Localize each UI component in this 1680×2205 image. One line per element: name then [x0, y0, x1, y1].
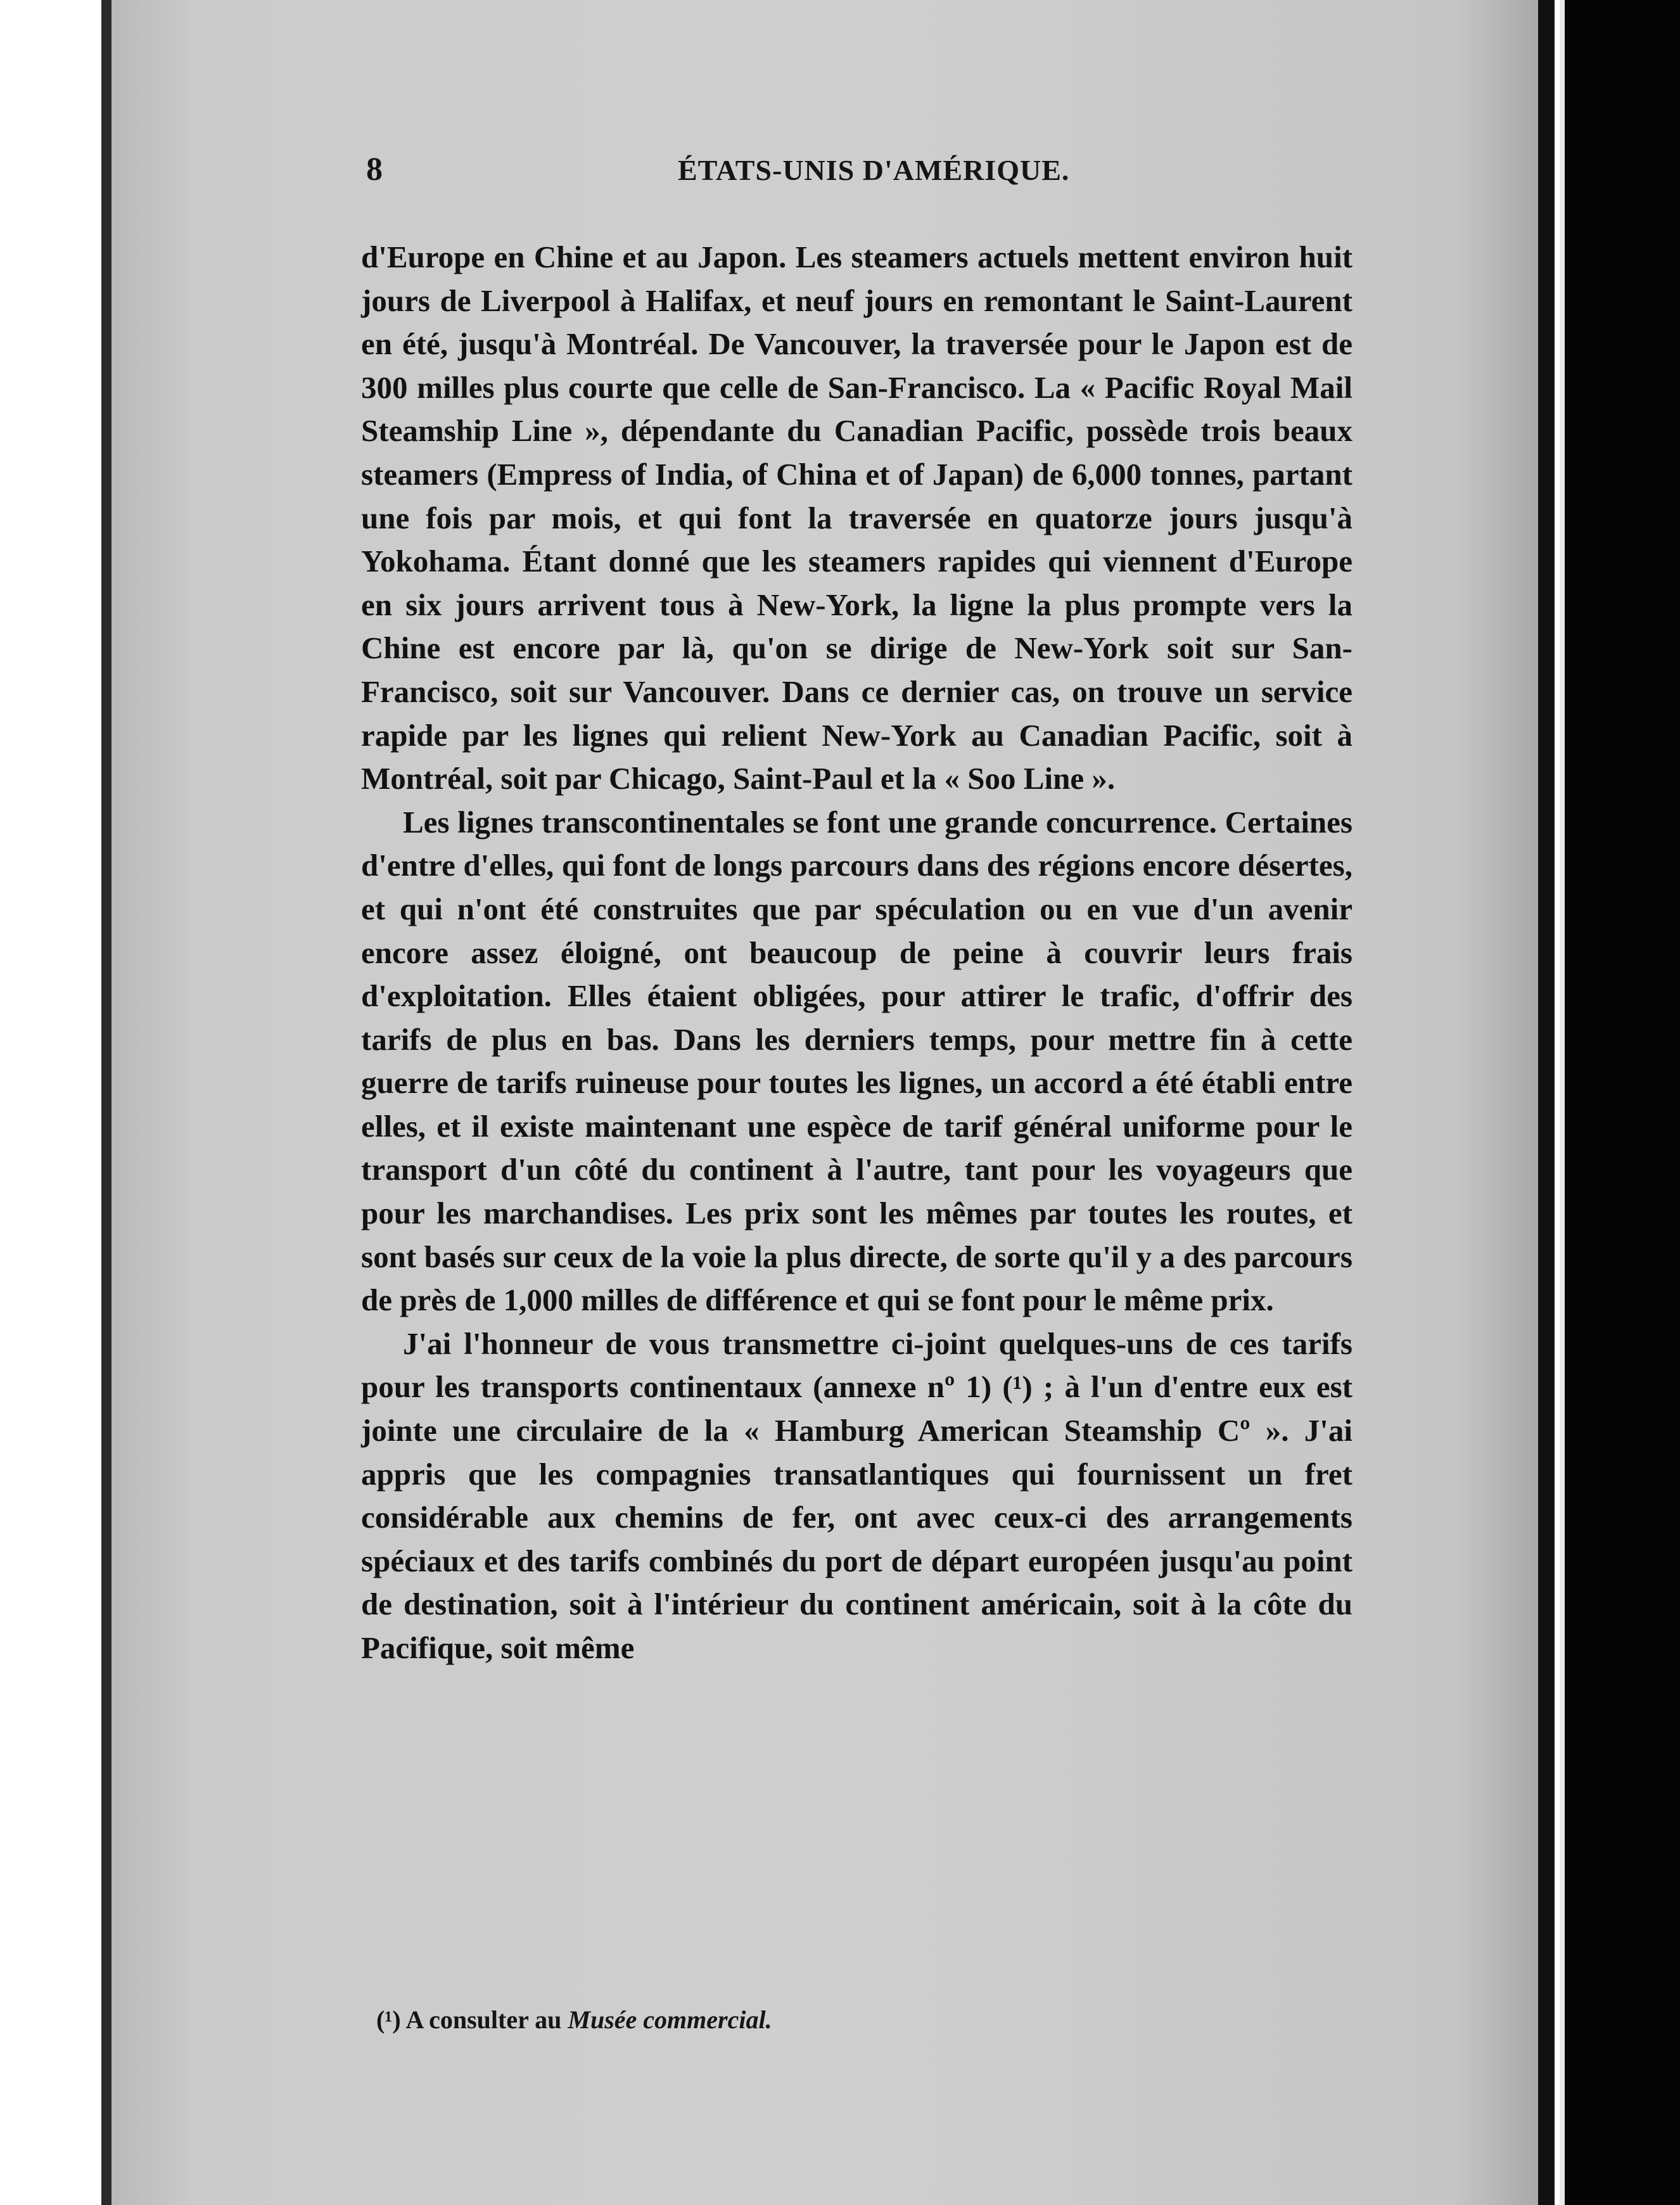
paragraph-1: d'Europe en Chine et au Japon. Les steamers actuels mettent environ huit jours de Liverpool à Halifax, et neuf jours en remontant le Saint-Laurent en été, jusqu'à Montréal. De Vancouver, la traversée pour le Japon est de 300 milles plus courte que celle de San-Francisco. La « Pacific Royal Mail Steamship Line », dépendante du Canadian Pacific, possède trois beaux steamers (Empress of India, of China et of Japan) de 6,000 tonnes, partant une fois par mois, et qui font la traversée en quatorze jours jusqu'à Yokohama. Étant donné que les steamers rapides qui viennent d'Europe en six jours arrivent tous à New-York, la ligne la plus prompte vers la Chine est encore par là, qu'on se dirige de New-York soit sur San-Francisco, soit sur Vancouver. Dans ce dernier cas, on trouve un service rapide par les lignes qui relient New-York au Canadian Pacific, soit à Montréal, soit par Chicago, Saint-Paul et la « Soo Line ».: [361, 240, 1352, 796]
paragraph-2: Les lignes transcontinentales se font une grande concurrence. Certaines d'entre d'elles, qui font de longs parcours dans des régions encore désertes, et qui n'ont été construites que par spéculation ou en vue d'un avenir encore assez éloigné, ont beaucoup de peine à couvrir leurs frais d'exploitation. Elles étaient obligées, pour attirer le trafic, d'offrir des tarifs de plus en bas. Dans les derniers temps, pour mettre fin à cette guerre de tarifs ruineuse pour toutes les lignes, un accord a été établi entre elles, et il existe maintenant une espèce de tarif général uniforme pour le transport d'un côté du continent à l'autre, tant pour les voyageurs que pour les marchandises. Les prix sont les mêmes par toutes les routes, et sont basés sur ceux de la voie la plus directe, de sorte qu'il y a des parcours de près de 1,000 milles de différence et qui se font pour le même prix.: [361, 804, 1352, 1318]
page-header: [366, 151, 1095, 201]
next-page-edge: [1565, 0, 1680, 2205]
footnote-italic-text: Musée commercial.: [568, 2005, 772, 2034]
running-title: ÉTATS-UNIS D'AMÉRIQUE.: [678, 154, 1070, 186]
book-gutter: [1538, 0, 1555, 2205]
footnote-text: A consulter au: [405, 2005, 562, 2034]
body-text: [361, 236, 1352, 1670]
scan-left-margin: [0, 0, 101, 2205]
gutter-highlight: [1560, 0, 1565, 2205]
footnote: [376, 2005, 772, 2035]
page-left-edge: [101, 0, 111, 2205]
paragraph-3: J'ai l'honneur de vous transmettre ci-joint quelques-uns de ces tarifs pour les transports continentaux (annexe nº 1) (¹) ; à l'un d'entre eux est jointe une circulaire de la « Hamburg American Steamship Cº ». J'ai appris que les compagnies transatlantiques qui fournissent un fret considérable aux chemins de fer, ont avec ceux-ci des arrangements spéciaux et des tarifs combinés du port de départ européen jusqu'au point de destination, soit à l'intérieur du continent américain, soit à la côte du Pacifique, soit même: [361, 1326, 1352, 1665]
page-number: 8: [366, 151, 383, 188]
footnote-marker: (¹): [376, 2005, 401, 2034]
